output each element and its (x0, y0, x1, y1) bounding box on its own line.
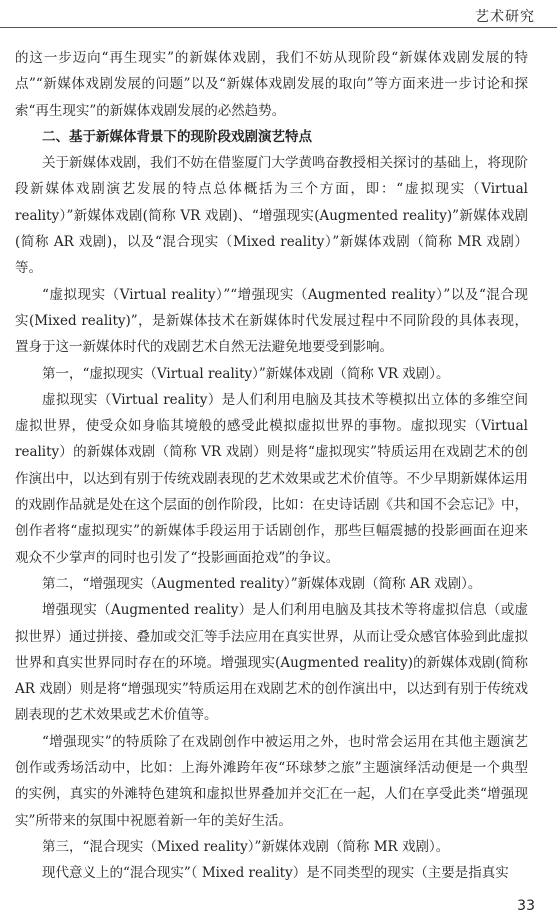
page-number: 33 (517, 898, 535, 914)
paragraph: 第一，“虚拟现实（Virtual reality）”新媒体戏剧（简称 VR 戏剧）。 (42, 365, 450, 382)
header-divider (0, 27, 557, 28)
paragraph: 增强现实（Augmented reality）是人们利用电脑及其技术等将虚拟信息（或虚拟世界）通过拼接、叠加或交汇等手法应用在真实世界，从而让受众感官体验到此虚拟世界和真实世界同时存在的环境。增强现实(Augmented reality)的新媒体戏剧(简称 AR 戏剧）则是将“增强现实”特质运用在戏剧艺术的创作演出中，以达到有别于传统戏剧表现的艺术效果或艺术价值等。 (15, 602, 528, 724)
paragraph: “增强现实”的特质除了在戏剧创作中被运用之外，也时常会运用在其他主题演艺创作或秀场活动中，比如：上海外滩跨年夜“环球梦之旅”主题演绎活动便是一个典型的实例，真实的外滩特色建筑和虚拟世界叠加并交汇在一起，人们在享受此类“增强现实”所带来的氛围中祝愿着新一年的美好生活。 (15, 733, 528, 829)
paragraph: “虚拟现实（Virtual reality）”“增强现实（Augmented reality）”以及“混合现实(Mixed reality)”，是新媒体技术在新媒体时代发展过程中不同阶段的具体表现，置身于这一新媒体时代的戏剧艺术自然无法避免地要受到影响。 (15, 286, 528, 356)
article-body (15, 45, 528, 887)
section-heading: 二、基于新媒体背景下的现阶段戏剧演艺特点 (42, 128, 312, 145)
paragraph: 关于新媒体戏剧，我们不妨在借鉴厦门大学黄鸣奋教授相关探讨的基础上，将现阶段新媒体戏剧演艺发展的特点总体概括为三个方面，即：“虚拟现实（Virtual reality）”新媒体戏剧(简称 VR 戏剧)、“增强现实(Augmented reality)”新媒体戏剧(简称 AR 戏剧)，以及“混合现实（Mixed reality）”新媒体戏剧（简称 MR 戏剧）等。 (15, 155, 528, 277)
running-header-title: 艺术研究 (475, 9, 535, 25)
paragraph: 第二，“增强现实（Augmented reality）”新媒体戏剧（简称 AR 戏剧）。 (42, 575, 482, 592)
paragraph: 虚拟现实（Virtual reality）是人们利用电脑及其技术等模拟出立体的多维空间虚拟世界，使受众如身临其境般的感受此模拟虚拟世界的事物。虚拟现实（Virtual reality）的新媒体戏剧（简称 VR 戏剧）则是将“虚拟现实”特质运用在戏剧艺术的创作演出中，以达到有别于传统戏剧表现的艺术效果或艺术价值等。不少早期新媒体运用的戏剧作品就是处在这个层面的创作阶段，比如：在史诗话剧《共和国不会忘记》中，创作者将“虚拟现实”的新媒体手段运用于话剧创作，那些巨幅震撼的投影画面在迎来观众不少掌声的同时也引发了“投影画面抢戏”的争议。 (15, 391, 528, 566)
paragraph: 现代意义上的“混合现实”（ Mixed reality）是不同类型的现实（主要是指真实 (42, 865, 509, 882)
paragraph: 第三，“混合现实（Mixed reality）”新媒体戏剧（简称 MR 戏剧）。 (42, 838, 450, 855)
paragraph: 的这一步迈向“再生现实”的新媒体戏剧，我们不妨从现阶段“新媒体戏剧发展的特点”“新媒体戏剧发展的问题”以及“新媒体戏剧发展的取向”等方面来进一步讨论和探索“再生现实”的新媒体戏剧发展的必然趋势。 (15, 50, 528, 119)
